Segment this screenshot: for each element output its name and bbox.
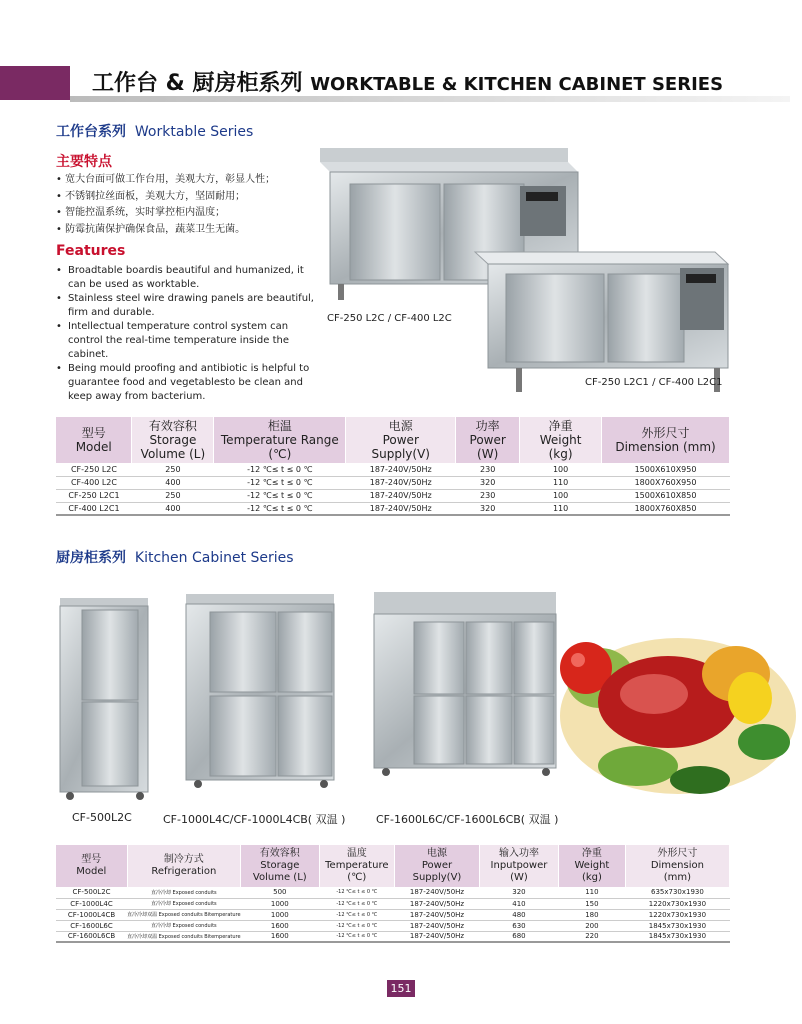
table-cell: 320 <box>456 476 520 489</box>
header-cn: 型号 <box>81 854 102 865</box>
table-row <box>56 463 730 476</box>
table-cell: CF-250 L2C <box>56 463 132 476</box>
table-cell: -12 ℃≤ t ≤ 0 ℃ <box>319 887 395 898</box>
list-item: • 不锈钢拉丝面板，美观大方，坚固耐用； <box>56 189 326 206</box>
table-cell: 直冷冷却 Exposed conduits <box>127 887 241 898</box>
table-header-row <box>56 845 730 887</box>
list-item: • 智能控温系统，实时掌控柜内温度； <box>56 205 326 222</box>
header-en2: (W) <box>477 447 499 461</box>
header-cn: 有效容积 <box>148 419 197 433</box>
header-en2: (kg) <box>581 872 602 883</box>
page-title <box>92 66 723 96</box>
list-item: • 宽大台面可做工作台用，美观大方，彰显人性； <box>56 172 326 189</box>
table-cell: 1220x730x1930 <box>625 898 729 909</box>
header-cn: 外形尺寸 <box>657 848 698 859</box>
table-cell: -12 ℃≤ t ≤ 0 ℃ <box>214 489 346 502</box>
header-en: Model <box>76 866 107 877</box>
table-cell: 320 <box>456 502 520 515</box>
table-cell: 1845x730x1930 <box>625 931 729 942</box>
table-row <box>56 887 730 898</box>
table-cell: 187-240V/50Hz <box>346 463 456 476</box>
kitchen-title-en: Kitchen Cabinet Series <box>134 550 294 566</box>
features-en-heading: Features <box>56 243 126 259</box>
header-en: Power <box>421 860 453 871</box>
table-cell: 1800X760X950 <box>602 476 730 489</box>
food-plate-image <box>550 606 800 806</box>
features-cn-heading: 主要特点 <box>56 154 112 170</box>
kitchen-caption-1: CF-500L2C <box>72 811 132 824</box>
header-cn: 有效容积 <box>259 848 300 859</box>
header-en: Dimension (mm) <box>615 440 716 454</box>
table-cell: 150 <box>559 898 626 909</box>
table-cell: CF-1600L6C <box>56 920 127 931</box>
table-cell: -12 ℃≤ t ≤ 0 ℃ <box>319 931 395 942</box>
table-row <box>56 909 730 920</box>
header-accent-bar <box>0 66 70 100</box>
table-cell: 187-240V/50Hz <box>395 920 480 931</box>
table-cell: 100 <box>520 489 602 502</box>
table-cell: 220 <box>559 931 626 942</box>
header-en2: (kg) <box>548 447 573 461</box>
table-row <box>56 502 730 515</box>
table-cell: 100 <box>520 463 602 476</box>
table-cell: -12 ℃≤ t ≤ 0 ℃ <box>214 476 346 489</box>
table-cell: 400 <box>132 476 214 489</box>
table-row <box>56 898 730 909</box>
table-cell: 187-240V/50Hz <box>395 887 480 898</box>
header-en: Model <box>75 440 112 454</box>
table-row <box>56 476 730 489</box>
table-cell: 1500X610X850 <box>602 489 730 502</box>
header-en2: Supply(V) <box>371 447 430 461</box>
page-title-cn: 工作台 & 厨房柜系列 <box>92 71 303 96</box>
table-cell: 187-240V/50Hz <box>346 476 456 489</box>
table-cell: -12 ℃≤ t ≤ 0 ℃ <box>214 502 346 515</box>
cabinet-1600l6c <box>374 592 556 776</box>
table-cell: 1845x730x1930 <box>625 920 729 931</box>
header-cn: 温度 <box>346 848 367 859</box>
table-cell: 直冷冷却双温 Exposed conduits Bitemperature <box>127 909 241 920</box>
table-cell: 250 <box>132 463 214 476</box>
header-en2: (℃) <box>347 872 367 883</box>
kitchen-title-cn: 厨房柜系列 <box>56 550 126 566</box>
header-en: Refrigeration <box>151 866 217 877</box>
worktable-l2c1 <box>475 252 728 392</box>
table-cell: 1800X760X850 <box>602 502 730 515</box>
table-cell: 180 <box>559 909 626 920</box>
table-cell: 直冷冷却双温 Exposed conduits Bitemperature <box>127 931 241 942</box>
table-cell: CF-1000L4CB <box>56 909 127 920</box>
features-cn-list <box>56 172 326 238</box>
header-cn: 净重 <box>548 419 573 433</box>
table-cell: 1220x730x1930 <box>625 909 729 920</box>
table-cell: 187-240V/50Hz <box>346 489 456 502</box>
table-cell: 187-240V/50Hz <box>395 931 480 942</box>
header-en2: (W) <box>510 872 528 883</box>
table-cell: -12 ℃≤ t ≤ 0 ℃ <box>214 463 346 476</box>
header-cn: 功率 <box>475 419 500 433</box>
header-en: Storage <box>149 433 197 447</box>
list-item: • Broadtable boardis beautiful and humanized, it can be used as worktable. <box>56 264 324 292</box>
worktable-section-title <box>56 121 253 141</box>
kitchen-caption-3: CF-1600L6C/CF-1600L6CB( 双温 ) <box>376 813 559 826</box>
table-cell: 187-240V/50Hz <box>395 898 480 909</box>
features-en-list <box>56 264 324 404</box>
table-cell: 1600 <box>241 931 319 942</box>
table-cell: 250 <box>132 489 214 502</box>
table-cell: CF-1000L4C <box>56 898 127 909</box>
header-cn: 电源 <box>388 419 413 433</box>
table-cell: 320 <box>479 887 558 898</box>
table-cell: CF-250 L2C1 <box>56 489 132 502</box>
table-cell: 630 <box>479 920 558 931</box>
header-cn: 电源 <box>426 848 447 859</box>
kitchen-cabinet-illustration <box>52 588 572 808</box>
table-cell: 230 <box>456 463 520 476</box>
table-header-row <box>56 417 730 463</box>
kitchen-spec-table <box>56 845 730 943</box>
table-cell: 1600 <box>241 920 319 931</box>
table-cell: -12 ℃≤ t ≤ 0 ℃ <box>319 920 395 931</box>
table-cell: -12 ℃≤ t ≤ 0 ℃ <box>319 898 395 909</box>
table-cell: 110 <box>520 502 602 515</box>
header-cn: 制冷方式 <box>163 854 204 865</box>
table-cell: 直冷冷却 Exposed conduits <box>127 898 241 909</box>
table-cell: 直冷冷却 Exposed conduits <box>127 920 241 931</box>
table-cell: 200 <box>559 920 626 931</box>
list-item: • Stainless steel wire drawing panels are beautiful, firm and durable. <box>56 292 324 320</box>
header-en: Power <box>382 433 419 447</box>
worktable-caption-1: CF-250 L2C / CF-400 L2C <box>327 313 452 324</box>
table-cell: -12 ℃≤ t ≤ 0 ℃ <box>319 909 395 920</box>
header-cn: 输入功率 <box>498 848 539 859</box>
table-row <box>56 920 730 931</box>
header-en2: Supply(V) <box>412 872 462 883</box>
table-cell: 400 <box>132 502 214 515</box>
header-en: Temperature Range <box>220 433 339 447</box>
header-en: Inputpower <box>490 860 548 871</box>
kitchen-section-title <box>56 547 294 567</box>
list-item: • Intellectual temperature control system can control the real-time temperature inside the cabinet. <box>56 320 324 362</box>
table-cell: 635x730x1930 <box>625 887 729 898</box>
page-title-en: WORKTABLE & KITCHEN CABINET SERIES <box>310 74 724 95</box>
header-en2: (℃) <box>268 447 292 461</box>
header-en: Weight <box>539 433 582 447</box>
header-en: Weight <box>574 860 610 871</box>
kitchen-caption-2: CF-1000L4C/CF-1000L4CB( 双温 ) <box>163 813 346 826</box>
table-cell: 410 <box>479 898 558 909</box>
header-en: Temperature <box>325 860 389 871</box>
table-cell: 187-240V/50Hz <box>346 502 456 515</box>
header-en: Storage <box>260 860 300 871</box>
table-cell: CF-1600L6CB <box>56 931 127 942</box>
table-cell: 110 <box>559 887 626 898</box>
table-cell: CF-400 L2C1 <box>56 502 132 515</box>
table-cell: 500 <box>241 887 319 898</box>
header-cn: 净重 <box>581 848 602 859</box>
page-number: 151 <box>387 980 415 997</box>
table-cell: CF-500L2C <box>56 887 127 898</box>
table-cell: 187-240V/50Hz <box>395 909 480 920</box>
table-row <box>56 489 730 502</box>
header-en2: (mm) <box>663 872 692 883</box>
header-en: Power <box>469 433 506 447</box>
table-row <box>56 931 730 942</box>
table-cell: 1000 <box>241 909 319 920</box>
table-cell: 230 <box>456 489 520 502</box>
worktable-caption-2: CF-250 L2C1 / CF-400 L2C1 <box>585 377 723 388</box>
header-cn: 柜温 <box>267 419 292 433</box>
worktable-title-en: Worktable Series <box>134 124 254 140</box>
table-cell: 1500X610X950 <box>602 463 730 476</box>
header-underline <box>70 96 790 102</box>
header-en: Dimension <box>650 860 704 871</box>
table-cell: 480 <box>479 909 558 920</box>
header-en2: Volume (L) <box>140 447 206 461</box>
worktable-illustration <box>310 140 740 400</box>
header-cn: 型号 <box>81 426 106 440</box>
list-item: • 防霉抗菌保护确保食品，蔬菜卫生无菌。 <box>56 222 326 239</box>
header-cn: 外形尺寸 <box>641 426 690 440</box>
header-en2: Volume (L) <box>252 872 307 883</box>
table-cell: 680 <box>479 931 558 942</box>
table-cell: 110 <box>520 476 602 489</box>
table-cell: 1000 <box>241 898 319 909</box>
list-item: • Being mould proofing and antibiotic is helpful to guarantee food and vegetablesto be clean and keep away from bacterium. <box>56 362 324 404</box>
worktable-title-cn: 工作台系列 <box>56 124 126 140</box>
cabinet-1000l4c <box>186 594 334 788</box>
cabinet-500l2c <box>60 598 148 800</box>
table-cell: CF-400 L2C <box>56 476 132 489</box>
worktable-spec-table <box>56 417 730 516</box>
